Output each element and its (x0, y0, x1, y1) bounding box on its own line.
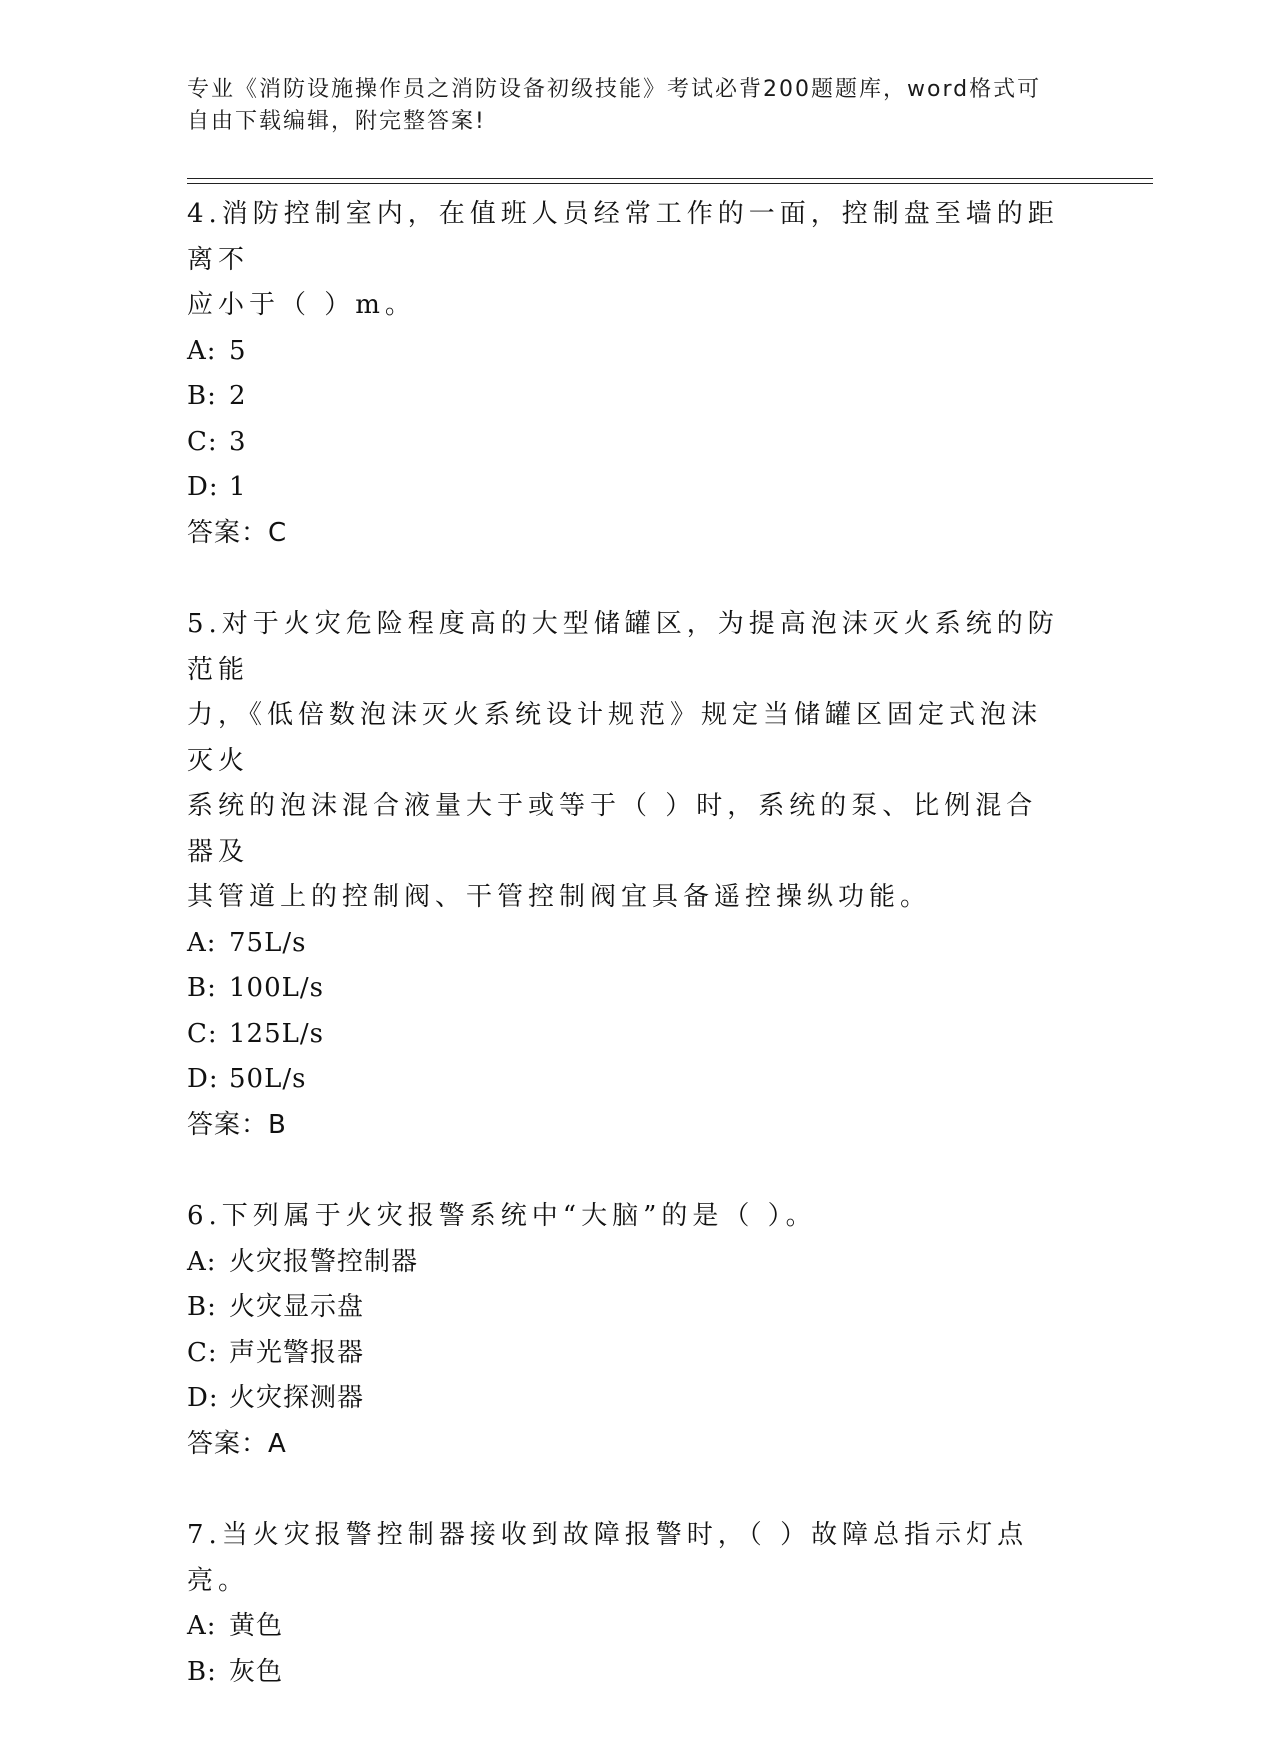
option-b (187, 1650, 1067, 1696)
option-c (187, 1331, 1067, 1377)
option-key: B: (187, 973, 217, 1003)
option-value: 火灾探测器 (229, 1383, 365, 1413)
option-key: B: (187, 381, 217, 411)
question-item (187, 192, 1067, 556)
question-item (187, 602, 1067, 1148)
option-b (187, 966, 1067, 1012)
header-line-2: 自由下载编辑，附完整答案! (187, 109, 486, 134)
option-key: D: (187, 1383, 219, 1413)
header-rule-bottom (187, 183, 1153, 184)
option-value: 50L/s (229, 1064, 307, 1094)
option-key: D: (187, 472, 219, 502)
option-key: C: (187, 1018, 218, 1049)
option-value: 75L/s (229, 927, 307, 958)
option-d (187, 465, 1067, 511)
option-b (187, 374, 1067, 420)
option-key: C: (187, 426, 218, 457)
question-text-line: 力，《低倍数泡沫灭火系统设计规范》规定当储罐区固定式泡沫灭火 (187, 700, 1043, 776)
option-value: 火灾报警控制器 (229, 1246, 419, 1277)
option-d (187, 1376, 1067, 1422)
option-value: 火灾显示盘 (229, 1292, 365, 1322)
option-c (187, 420, 1067, 466)
document-header (187, 74, 1067, 138)
answer-line: 答案：C (187, 517, 288, 548)
question-text-line: 其管道上的控制阀、干管控制阀宜具备遥控操纵功能。 (187, 882, 932, 912)
question-text-line: 6.下列属于火灾报警系统中“大脑”的是（ ）。 (187, 1201, 817, 1231)
option-d (187, 1057, 1067, 1103)
option-key: A: (187, 335, 217, 366)
option-c (187, 1012, 1067, 1058)
question-item (187, 1194, 1067, 1467)
option-a (187, 329, 1067, 375)
question-text-line: 应小于（ ）m。 (187, 290, 416, 320)
answer-line: 答案：B (187, 1109, 287, 1140)
option-a (187, 1604, 1067, 1650)
option-value: 100L/s (229, 973, 324, 1003)
question-list (187, 192, 1067, 1741)
option-key: B: (187, 1656, 217, 1687)
option-key: C: (187, 1337, 218, 1368)
answer-line: 答案：A (187, 1428, 287, 1459)
question-text-line: 7.当火灾报警控制器接收到故障报警时，（ ）故障总指示灯点亮。 (187, 1520, 1029, 1596)
option-key: A: (187, 927, 217, 958)
option-value: 声光警报器 (229, 1337, 365, 1368)
question-text-line: 系统的泡沫混合液量大于或等于（ ）时，系统的泵、比例混合器及 (187, 791, 1038, 867)
option-value: 125L/s (229, 1018, 324, 1049)
option-value: 黄色 (229, 1611, 284, 1641)
question-text-line: 4.消防控制室内，在值班人员经常工作的一面，控制盘至墙的距离不 (187, 199, 1059, 275)
question-text-line: 5.对于火灾危险程度高的大型储罐区，为提高泡沫灭火系统的防范能 (187, 609, 1059, 685)
option-key: B: (187, 1292, 217, 1322)
option-key: A: (187, 1611, 217, 1641)
option-a (187, 921, 1067, 967)
option-value: 2 (229, 381, 247, 411)
option-a (187, 1240, 1067, 1286)
header-line-1: 专业《消防设施操作员之消防设备初级技能》考试必背200题题库，word格式可 (187, 77, 1042, 102)
option-key: A: (187, 1246, 217, 1277)
option-value: 5 (229, 335, 247, 366)
header-rule-top (187, 178, 1153, 179)
option-value: 3 (229, 426, 247, 457)
option-b (187, 1285, 1067, 1331)
option-value: 1 (229, 472, 247, 502)
option-key: D: (187, 1064, 219, 1094)
question-item (187, 1513, 1067, 1695)
option-value: 灰色 (229, 1656, 284, 1687)
